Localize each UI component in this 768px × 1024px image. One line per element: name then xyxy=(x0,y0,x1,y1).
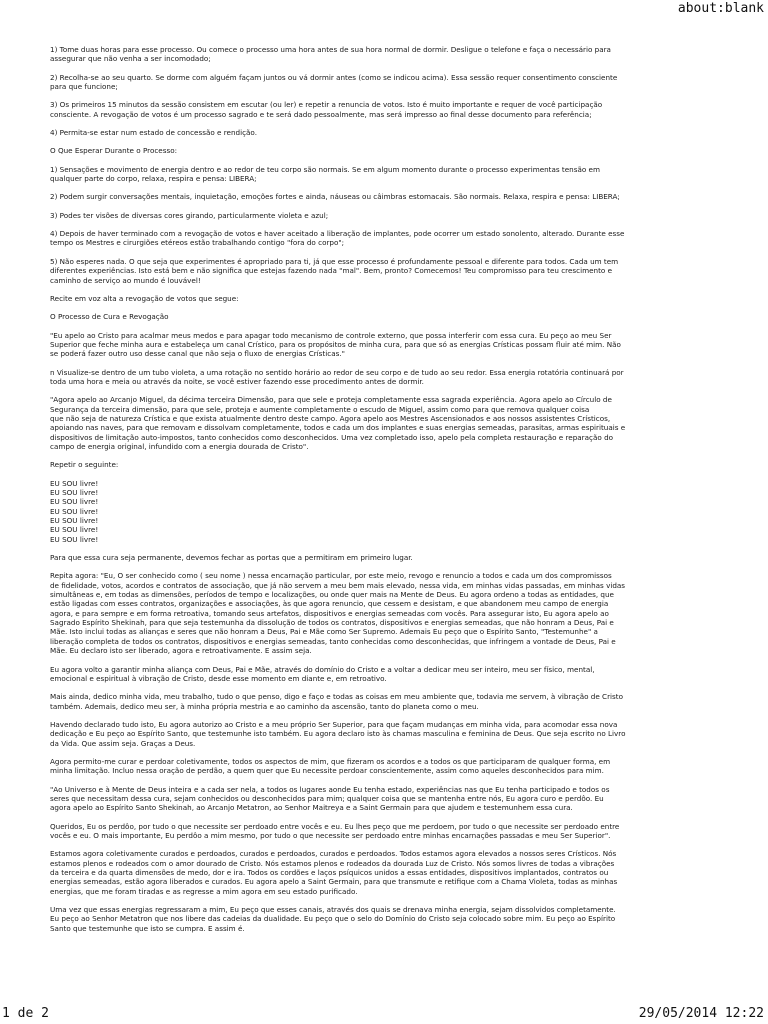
paragraph: Havendo declarado tudo isto, Eu agora autorizo ao Cristo e a meu próprio Ser Superior, para que façam mudanças em minha vida, para acomodar essa nova dedicação e Eu peço ao Espírito Santo, que testemunhe isto também. Eu agora declaro isto às chamas masculina e feminina de Deus. Que seja escrito no Livro da Vida. Que assim seja. Graças a Deus. xyxy=(50,719,626,748)
print-header xyxy=(0,0,768,20)
paragraph: O Que Esperar Durante o Processo: xyxy=(50,146,178,156)
paragraph: 3) Podes ter visões de diversas cores girando, particularmente violeta e azul; xyxy=(50,210,329,220)
paragraph: Agora permito-me curar e perdoar coletivamente, todos os aspectos de mim, que fizeram os acordos e a todos os que participaram de qualquer forma, em minha limitação. Incluo nessa oração de perdão, a quem quer que Eu necessite perdoar conscientemente, assim como aqueles desconhecidos para mim. xyxy=(50,756,611,776)
paragraph: "Ao Universo e à Mente de Deus inteira e a cada ser nela, a todos os lugares aonde Eu tenha estado, experiências nas que Eu tenha participado e todos os seres que necessitam dessa cura, sejam conhecidos ou desconhecidos para mim; qualquer coisa que se mantenha entre nós, Eu agora curo e perdôo. Eu agora apelo ao Espírito Santo Shekinah, ao Arcanjo Metatron, ao Senhor Maitreya e a Saint Germain para que ajudem e testemunhem essa cura. xyxy=(50,784,610,813)
paragraph: 1) Sensações e movimento de energia dentro e ao redor de teu corpo são normais. Se em algum momento durante o processo experimentas tensão em qualquer parte do corpo, relaxa, respira e pensa: LIBERA; xyxy=(50,164,600,184)
paragraph: Mais ainda, dedico minha vida, meu trabalho, tudo o que penso, digo e faço e todas as coisas em meu ambiente que, todavia me servem, à vibração de Cristo também. Ademais, dedico meu ser, à minha própria mestria e ao caminho da ascensão, tanto do planeta como o meu. xyxy=(50,692,623,711)
paragraph: Recite em voz alta a revogação de votos que segue: xyxy=(50,293,239,303)
paragraph: 2) Podem surgir conversações mentais, inquietação, emoções fortes e ainda, náuseas ou câimbras estomacais. São normais. Relaxa, respira e pensa: LIBERA; xyxy=(50,192,620,202)
paragraph: 4) Permita-se estar num estado de concessão e rendição. xyxy=(50,128,257,138)
paragraph: 5) Não esperes nada. O que seja que experimentes é apropriado para ti, já que esse processo é profundamente pessoal e diferente para todos. Cada um tem diferentes experiências. Isto está bem e não significa que estejas fazendo nada "mal". Bem, pronto? Comecemos! Teu compromisso para teu crescimento e caminho de serviço ao mundo é louvável! xyxy=(50,256,619,285)
paragraph: Queridos, Eu os perdôo, por tudo o que necessite ser perdoado entre vocês e eu. Eu lhes peço que me perdoem, por tudo o que necessite ser perdoado entre vocês e eu. O mais importante, Eu perdôo a mim mesmo, por tudo o que necessite ser perdoado entre minhas encarnações passadas e meu Ser Superior". xyxy=(50,821,620,840)
paragraph: "Agora apelo ao Arcanjo Miguel, da décima terceira Dimensão, para que sele e proteja completamente essa sagrada experiência. Agora apelo ao Círculo de Segurança da terceira dimensão, para que sele, proteja e aumente completamente o escudo de Miguel, assim como para que remova qualquer coisa que não seja de natureza Crística e que exista atualmente dentro deste campo. Agora apelo aos Mestres Ascensionados e aos nossos assistentes Crísticos, apoiando nas naves, para que removam e dissolvam completamente, todos e cada um dos implantes e suas energias semeadas, parasitas, armas espirituais e dispositivos de limitação auto-impostos, tanto conhecidos como desconhecidos. Uma vez completado isso, apelo pela completa restauração e reparação do campo de energia original, infundido com a energia dourada de Cristo". xyxy=(50,395,626,451)
paragraph: "Eu apelo ao Cristo para acalmar meus medos e para apagar todo mecanismo de controle externo, que possa interferir com essa cura. Eu peço ao meu Ser Superior que feche minha aura e estabeleça um canal Crístico, para os propósitos de minha cura, para que só as energias Crísticas possam fluir até mim. Não se poderá fazer outro uso desse canal que não seja o fluxo de energias Crísticas." xyxy=(50,330,621,359)
paragraph: 2) Recolha-se ao seu quarto. Se dorme com alguém façam juntos ou vá dormir antes (como se indicou acima). Essa sessão requer consentimento consciente para que funcione; xyxy=(50,72,618,92)
paragraph: n Visualize-se dentro de um tubo violeta, a uma rotação no sentido horário ao redor de seu corpo e de tudo ao seu redor. Essa energia rotatória continuará por toda uma hora e meia ou através da noite, se você estiver fazendo esse procedimento antes de dormir. xyxy=(50,367,624,386)
paragraph: Uma vez que essas energias regressaram a mim, Eu peço que esses canais, através dos quais se drenava minha energia, sejam dissolvidos completamente. Eu peço ao Senhor Metatron que nos libere das cadeias da dualidade. Eu peço que o selo do Domínio do Cristo seja colocado sobre mim. Eu peço ao Espírito Santo que testemunhe que isto se cumpra. E assim é. xyxy=(50,905,616,933)
paragraph: EU SOU livre! EU SOU livre! EU SOU livre! EU SOU livre! EU SOU livre! EU SOU livre! EU SOU livre! xyxy=(50,478,99,544)
document-body xyxy=(50,45,720,942)
paragraph: O Processo de Cura e Revogação xyxy=(50,312,169,322)
header-url: about:blank xyxy=(677,1,764,16)
paragraph: Repita agora: "Eu, O ser conhecido como ( seu nome ) nessa encarnação particular, por este meio, revogo e renuncio a todos e cada um dos compromissos de fidelidade, votos, acordos e contratos de associação, que já não servem a meu bem mais elevado, nessa vida, em minhas vidas passadas, em minhas vidas simultâneas e, em todas as dimensões, períodos de tempo e localizações, ou onde quer mais na Mente de Deus. Eu agora ordeno a todas as entidades, que estão ligadas com esses contratos, organizações e associações, às que agora renuncio, que cessem e desistam, e que abandonem meu campo de energia agora, e para sempre e em forma retroativa, tomando seus artefatos, dispositivos e energias semeadas com vocês. Para assegurar isto, Eu agora apelo ao Sagrado Espírito Shekinah, para que seja testemunha da dissolução de todos os contratos, dispositivos e energias semeadas, que não honram a Deus, Pai e Mãe. Isto inclui todas as alianças e seres que não honram a Deus, Pai e Mãe como Ser Supremo. Ademais Eu peço que o Espírito Santo, "Testemunhe" a liberação completa de todos os contratos, dispositivos e energias semeadas, tanto conhecidas como desconhecidas, que infringem a vontade de Deus, Pai e Mãe. Eu declaro isto ser liberado, agora e retroativamente. E assim seja. xyxy=(50,571,626,656)
paragraph: 1) Tome duas horas para esse processo. Ou comece o processo uma hora antes de sua hora normal de dormir. Desligue o telefone e faça o necessário para assegurar que não venha a ser incomodado; xyxy=(50,45,611,64)
footer-page-number: 1 de 2 xyxy=(2,1006,49,1021)
paragraph: 4) Depois de haver terminado com a revogação de votos e haver aceitado a liberação de implantes, pode ocorrer um estado sonolento, alterado. Durante esse tempo os Mestres e cirurgiões etéreos estão trabalhando contigo "fora do corpo"; xyxy=(50,229,625,248)
paragraph: Repetir o seguinte: xyxy=(50,460,119,470)
footer-datetime: 29/05/2014 12:22 xyxy=(638,1006,764,1021)
paragraph: Para que essa cura seja permanente, devemos fechar as portas que a permitiram em primeiro lugar. xyxy=(50,553,413,563)
paragraph: Eu agora volto a garantir minha aliança com Deus, Pai e Mãe, através do domínio do Cristo e a voltar a dedicar meu ser inteiro, meu ser físico, mental, emocional e espiritual à vibração de Cristo, desde esse momento em diante e, em retroativo. xyxy=(50,664,595,683)
paragraph: 3) Os primeiros 15 minutos da sessão consistem em escutar (ou ler) e repetir a renuncia de votos. Isto é muito importante e requer de você participação consciente. A revogação de votos é um processo sagrado e te será dado pessoalmente, mas será impresso ao final desse documento para referência; xyxy=(50,100,603,119)
paragraph: Estamos agora coletivamente curados e perdoados, curados e perdoados, curados e perdoados. Todos estamos agora elevados a nossos seres Crísticos. Nós estamos plenos e rodeados com o amor dourado de Cristo. Nós estamos plenos e rodeados da dourada Luz de Cristo. Nós somos livres de todas a vibrações da terceira e da quarta dimensões de medo, dor e ira. Todos os cordões e laços psíquicos unidos a essas entidades, dispositivos implantados, contratos ou energias semeadas, estão agora liberados e curados. Eu agora apelo a Saint Germain, para que transmute e retifique com a Chama Violeta, todas as minhas energias, que me foram tiradas e as regresse a mim agora em seu estado purificado. xyxy=(50,849,618,896)
